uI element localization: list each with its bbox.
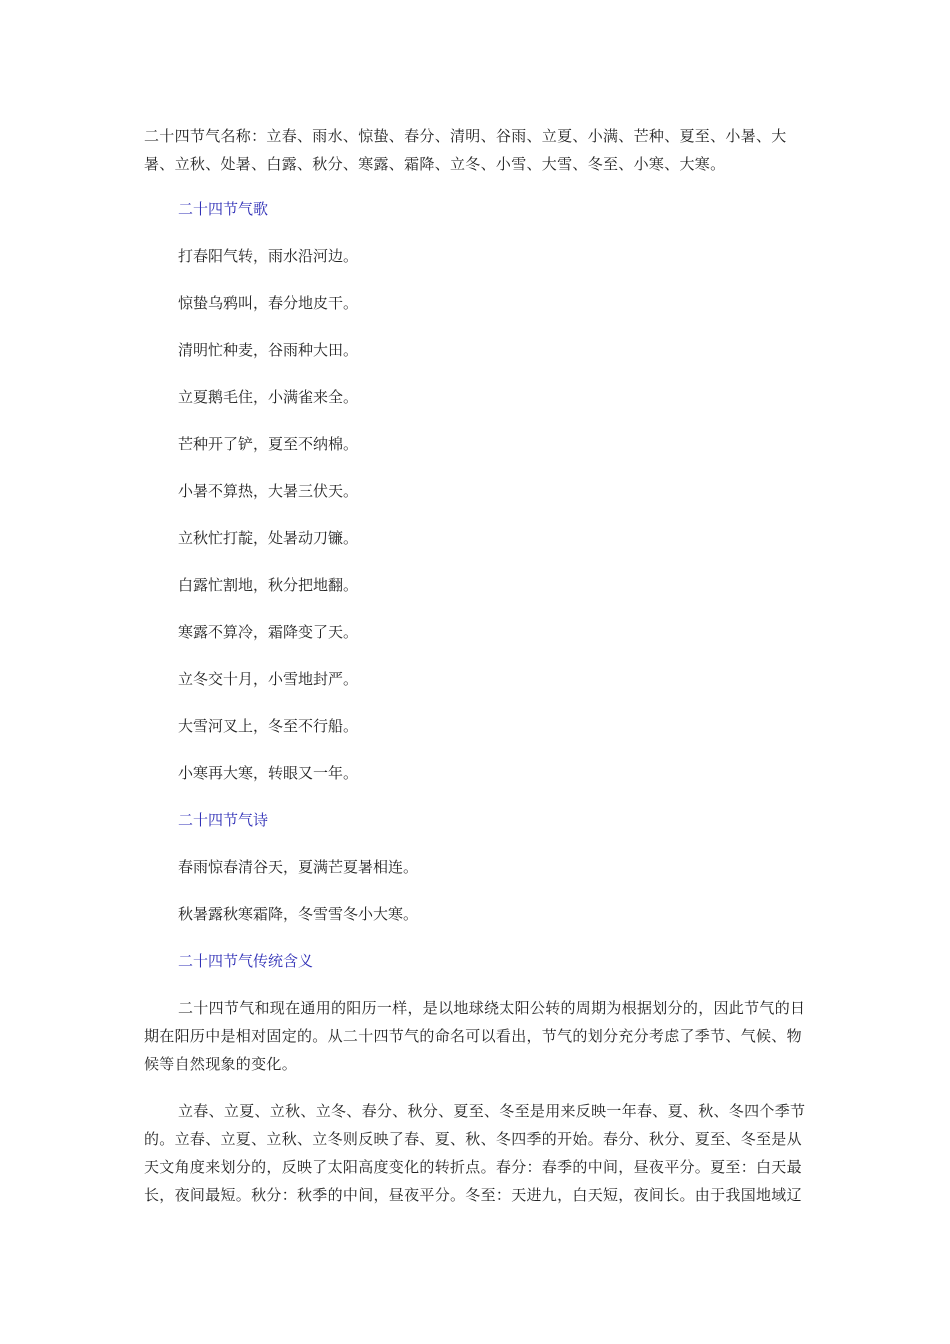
song-line: 惊蛰乌鸦叫，春分地皮干。 [178,294,359,312]
song-line: 立秋忙打靛，处暑动刀镰。 [178,529,359,547]
song-line: 打春阳气转，雨水沿河边。 [178,247,359,265]
song-line: 立冬交十月，小雪地封严。 [178,670,359,688]
song-line: 芒种开了铲，夏至不纳棉。 [178,435,359,453]
meaning-paragraph: 二十四节气和现在通用的阳历一样，是以地球绕太阳公转的周期为根据划分的，因此节气的日期在阳历中是相对固定的。从二十四节气的命名可以看出，节气的划分充分考虑了季节、气候、物候等自然现象的变化。 [144,999,806,1073]
meaning-heading: 二十四节气传统含义 [178,952,314,970]
song-line: 寒露不算冷，霜降变了天。 [178,623,359,641]
song-line: 小暑不算热，大暑三伏天。 [178,482,359,500]
song-heading: 二十四节气歌 [178,200,269,218]
intro-paragraph: 二十四节气名称：立春、雨水、惊蛰、春分、清明、谷雨、立夏、小满、芒种、夏至、小暑、大暑、立秋、处暑、白露、秋分、寒露、霜降、立冬、小雪、大雪、冬至、小寒、大寒。 [144,127,787,173]
song-line: 清明忙种麦，谷雨种大田。 [178,341,359,359]
song-line: 小寒再大寒，转眼又一年。 [178,764,359,782]
song-line: 立夏鹅毛住，小满雀来全。 [178,388,359,406]
poem-line: 春雨惊春清谷天，夏满芒夏暑相连。 [178,858,419,876]
poem-line: 秋暑露秋寒霜降，冬雪雪冬小大寒。 [178,905,419,923]
poem-heading: 二十四节气诗 [178,811,269,829]
song-line: 白露忙割地，秋分把地翻。 [178,576,359,594]
song-line: 大雪河叉上，冬至不行船。 [178,717,359,735]
document-page [144,122,808,1228]
meaning-paragraph: 立春、立夏、立秋、立冬、春分、秋分、夏至、冬至是用来反映一年春、夏、秋、冬四个季节的。立春、立夏、立秋、立冬则反映了春、夏、秋、冬四季的开始。春分、秋分、夏至、冬至是从天文角度来划分的，反映了太阳高度变化的转折点。春分：春季的中间，昼夜平分。夏至：白天最长，夜间最短。秋分：秋季的中间，昼夜平分。冬至：天进九，白天短，夜间长。由于我国地域辽 [144,1102,806,1204]
